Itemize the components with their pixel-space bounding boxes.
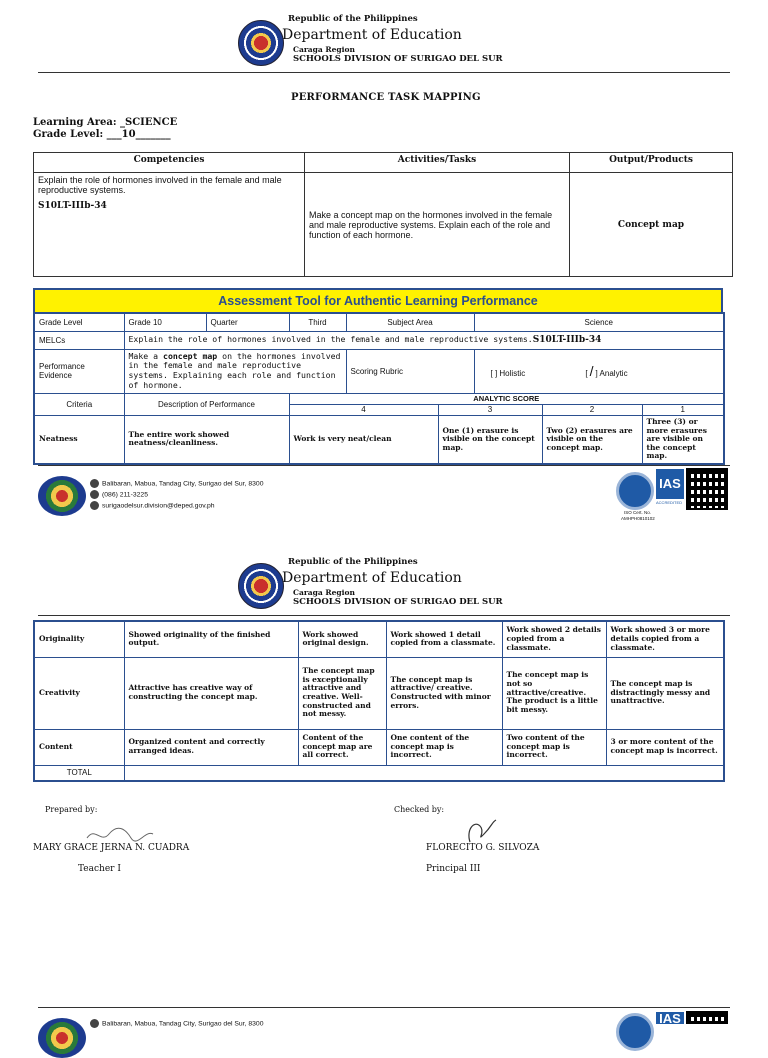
level-4-cell: Work showed original design. xyxy=(298,621,386,657)
description-cell: Showed originality of the finished output. xyxy=(124,621,298,657)
checked-name: FLORECITO G. SILVOZA xyxy=(426,843,540,853)
iso-logo xyxy=(616,1013,654,1051)
deped-seal xyxy=(238,563,284,609)
melcs-cell xyxy=(124,331,724,349)
subject-label: Subject Area xyxy=(346,313,474,331)
ias-sub: ACCREDITED xyxy=(656,500,683,505)
level-1-cell: Three (3) or more erasures are visible on the concept map. xyxy=(642,415,724,464)
pe-text-b: concept map xyxy=(163,350,218,361)
criterion-cell: Creativity xyxy=(34,657,124,729)
level-2-cell: The concept map is not so attractive/creative. The product is a little bit messy. xyxy=(502,657,606,729)
analytic-score-label: ANALYTIC SCORE xyxy=(289,393,724,404)
table-row xyxy=(34,657,724,729)
email-text: surigaodelsur.division@deped.gov.ph xyxy=(102,502,215,510)
address-text: Balibaran, Mabua, Tandag City, Surigao del Sur, 8300 xyxy=(102,1020,264,1028)
melcs-text: Explain the role of hormones involved in the female and male reproductive systems. xyxy=(128,333,533,344)
department-label: Department of Education xyxy=(282,570,462,586)
phone-line xyxy=(90,490,148,499)
criteria-label: Criteria xyxy=(34,393,124,415)
melcs-code: S10LT-IIIb-34 xyxy=(532,334,602,345)
analytic-check-mark: / xyxy=(589,363,594,380)
checked-by-label: Checked by: xyxy=(394,805,445,814)
region-label: Caraga Region xyxy=(293,45,355,54)
level-2-cell: Work showed 2 details copied from a classmate. xyxy=(502,621,606,657)
prepared-name: MARY GRACE JERNA N. CUADRA xyxy=(33,843,190,853)
footer-rule xyxy=(38,465,730,466)
level-2-cell: Two (2) erasures are visible on the concept map. xyxy=(542,415,642,464)
total-label: TOTAL xyxy=(34,765,124,781)
level-4-cell: The concept map is exceptionally attractive and creative. Well-constructed and not messy. xyxy=(298,657,386,729)
page-title: PERFORMANCE TASK MAPPING xyxy=(291,92,481,103)
criterion-cell: Originality xyxy=(34,621,124,657)
col-header: Competencies xyxy=(34,153,305,173)
ias-logo: IAS xyxy=(656,469,684,499)
footer-rule xyxy=(38,1007,730,1008)
republic-label: Republic of the Philippines xyxy=(288,557,418,567)
col-header: Activities/Tasks xyxy=(305,153,570,173)
rubric-continued-table xyxy=(33,620,725,782)
qr-code xyxy=(686,468,728,510)
assessment-banner: Assessment Tool for Authentic Learning Performance xyxy=(33,288,723,312)
level-4-cell: Content of the concept map are all correct. xyxy=(298,729,386,765)
competency-cell xyxy=(34,173,305,277)
header-rule xyxy=(38,615,730,616)
level-2-cell: Two content of the concept map is incorrect. xyxy=(502,729,606,765)
deped-seal xyxy=(238,20,284,66)
description-cell: Organized content and correctly arranged ideas. xyxy=(124,729,298,765)
level-3-cell: Work showed 1 detail copied from a classmate. xyxy=(386,621,502,657)
phone-icon xyxy=(90,490,99,499)
ias-logo: IAS xyxy=(656,1012,684,1024)
scoring-label: Scoring Rubric xyxy=(346,349,474,393)
analytic-option[interactable] xyxy=(585,363,628,380)
iso-cert-number: AMHPH0810102 xyxy=(621,516,655,521)
mapping-table xyxy=(33,152,733,277)
competency-text: Explain the role of hormones involved in the female and male reproductive systems. xyxy=(38,175,282,195)
pe-text-c: on the hormones involved in the female and male reproductive systems. Explaining each role and function of hormone. xyxy=(128,350,341,391)
level-3-cell: One (1) erasure is visible on the concept map. xyxy=(438,415,542,464)
republic-label: Republic of the Philippines xyxy=(288,14,418,24)
division-label: SCHOOLS DIVISION OF SURIGAO DEL SUR xyxy=(293,54,503,64)
quarter-value: Third xyxy=(289,313,346,331)
description-cell: The entire work showed neatness/cleanliness. xyxy=(124,415,289,464)
location-icon xyxy=(90,479,99,488)
description-cell: Attractive has creative way of constructing the concept map. xyxy=(124,657,298,729)
grade-value: Grade 10 xyxy=(124,313,206,331)
qr-code xyxy=(686,1011,728,1024)
description-label: Description of Performance xyxy=(124,393,289,415)
melcs-label: MELCs xyxy=(34,331,124,349)
activity-cell: Make a concept map on the hormones involved in the female and male reproductive systems. Explain each of the role and function of each hormone. xyxy=(305,173,570,277)
region-label: Caraga Region xyxy=(293,588,355,597)
prepared-by-label: Prepared by: xyxy=(45,805,98,814)
quarter-label: Quarter xyxy=(206,313,289,331)
level-3-cell: One content of the concept map is incorrect. xyxy=(386,729,502,765)
address-text: Balibaran, Mabua, Tandag City, Surigao del Sur, 8300 xyxy=(102,480,264,488)
department-label: Department of Education xyxy=(282,27,462,43)
score-3: 3 xyxy=(438,404,542,415)
col-header: Output/Products xyxy=(570,153,733,173)
division-logo xyxy=(38,476,86,516)
holistic-option[interactable]: [ ] Holistic xyxy=(490,369,526,379)
checked-title: Principal III xyxy=(426,864,481,874)
division-label: SCHOOLS DIVISION OF SURIGAO DEL SUR xyxy=(293,597,503,607)
iso-cert-label: ISO Cert. No. xyxy=(624,510,652,515)
pe-text-a: Make a xyxy=(128,350,164,361)
analytic-label: ] Analytic xyxy=(595,369,628,379)
address-line xyxy=(90,479,263,488)
email-icon xyxy=(90,501,99,510)
division-logo xyxy=(38,1018,86,1058)
table-row xyxy=(34,621,724,657)
total-row xyxy=(34,765,724,781)
pe-cell xyxy=(124,349,346,393)
level-1-cell: The concept map is distractingly messy and unattractive. xyxy=(606,657,724,729)
level-1-cell: 3 or more content of the concept map is incorrect. xyxy=(606,729,724,765)
total-value-cell[interactable] xyxy=(124,765,724,781)
grade-level: Grade Level: ___10_______ xyxy=(33,129,171,140)
criterion-cell: Content xyxy=(34,729,124,765)
level-4-cell: Work is very neat/clean xyxy=(289,415,438,464)
learning-area: Learning Area: _SCIENCE xyxy=(33,117,178,128)
criterion-cell: Neatness xyxy=(34,415,124,464)
score-2: 2 xyxy=(542,404,642,415)
output-cell: Concept map xyxy=(570,173,733,277)
competency-code: S10LT-IIIb-34 xyxy=(38,201,107,211)
phone-text: (086) 211-3225 xyxy=(102,491,148,499)
table-row xyxy=(34,729,724,765)
score-1: 1 xyxy=(642,404,724,415)
level-1-cell: Work showed 3 or more details copied from a classmate. xyxy=(606,621,724,657)
email-line xyxy=(90,501,215,510)
analytic-bracket: [ xyxy=(585,369,588,379)
subject-value: Science xyxy=(474,313,724,331)
iso-logo xyxy=(616,472,654,510)
score-4: 4 xyxy=(289,404,438,415)
header-rule xyxy=(38,72,730,73)
assessment-table xyxy=(33,312,725,465)
prepared-title: Teacher I xyxy=(78,864,121,874)
table-row xyxy=(34,415,724,464)
scoring-options xyxy=(474,349,724,393)
pe-label: Performance Evidence xyxy=(34,349,124,393)
level-3-cell: The concept map is attractive/ creative. Constructed with minor errors. xyxy=(386,657,502,729)
grade-level-label: Grade Level xyxy=(34,313,124,331)
